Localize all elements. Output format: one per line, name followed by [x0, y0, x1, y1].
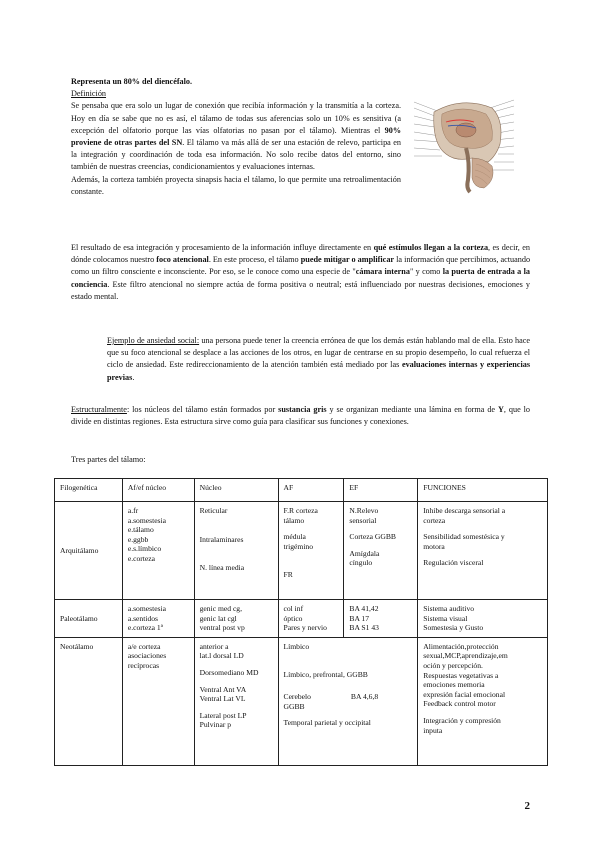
afef-cell: a.fr a.somestesia e.tálamo e.ggbb e.s.límbico e.corteza — [122, 502, 194, 600]
header-cell: FUNCIONES — [418, 479, 548, 502]
definition-heading: Definición — [71, 89, 107, 99]
ef-cell: N.Relevo sensorial Corteza GGBB Amígdala cíngulo — [344, 502, 418, 600]
af-cell: col inf óptico Pares y nervio — [278, 600, 344, 638]
summary-line: Representa un 80% del diencéfalo. — [71, 77, 193, 86]
row-label: Neotálamo — [55, 637, 123, 765]
header-cell: Af/ef núcleo — [122, 479, 194, 502]
ef-value: BA 4,6,8 — [350, 691, 379, 701]
structure-paragraph: Estructuralmente: los núcleos del tálamo están formados por sustancia gris y se organizan mediante una lámina en forma de Y, que lo divide en distintas regiones. Esta estructura sirve como guía para clasificar sus funciones y conexiones. — [71, 405, 531, 427]
func-cell: Inhibe descarga sensorial a corteza Sensibilidad somestésica y motora Regulación visceral — [418, 502, 548, 600]
afef-cell: a/e corteza asociaciones recíprocas — [122, 637, 194, 765]
intro-section — [71, 76, 401, 198]
nucleo-cell: genic med cg, genic lat cgl ventral post vp — [194, 600, 278, 638]
table-row — [55, 637, 548, 765]
nucleo-cell: Reticular Intralaminares N. línea media — [194, 502, 278, 600]
func-cell: Sistema auditivo Sistema visual Somestesia y Gusto — [418, 600, 548, 638]
header-cell: AF — [278, 479, 344, 502]
af-cell: F.R corteza tálamo médula trigémino FR — [278, 502, 344, 600]
brain-figure — [412, 92, 516, 196]
table-row — [55, 502, 548, 600]
header-cell: Filogenética — [55, 479, 123, 502]
header-cell: EF — [344, 479, 418, 502]
thalamus-table — [54, 478, 548, 766]
af-ef-cell: Límbico Límbico, prefrontal, GGBB Cerebelo BA 4,6,8 GGBB Temporal parietal y occipital — [278, 637, 418, 765]
three-parts-caption: Tres partes del tálamo: — [71, 455, 146, 464]
definition-paragraph-2: Además, la corteza también proyecta sinapsis hacia el tálamo, lo que permite una retroalimentación constante. — [71, 174, 401, 196]
definition-paragraph: Se pensaba que era solo un lugar de conexión que recibía información y la transmitía a la corteza. Hoy en día se sabe que no es así, el tálamo de todas sus aferencias solo un 10% es sensitiva (a excepción del olfatorio porque las vías olfatorias no pasan por el tálamo). Mientras el 90% proviene de otras partes del SN. El tálamo va más allá de ser una estación de relevo, participa en la integración y coordinación de toda esa información. No solo recibe datos del entorno, sino también de nuestras creencias, condicionamientos y evaluaciones internas. — [71, 101, 401, 172]
ef-cell: BA 41,42 BA 17 BA S1 43 — [344, 600, 418, 638]
brain-sagittal-illustration — [412, 92, 516, 196]
table-header-row — [55, 479, 548, 502]
page-number: 2 — [524, 799, 530, 812]
example-paragraph: Ejemplo de ansiedad social: una persona puede tener la creencia errónea de que los demás están hablando mal de ella. Esto hace que su foco atencional se desplace a las acciones de los otros, en lugar de centrarse en su propio desempeño, lo cual refuerza el ciclo de ansiedad. Este redireccionamiento de la atención también está mediado por las evaluaciones internas y experiencias previas. — [107, 336, 530, 382]
func-cell: Alimentación,protección sexual,MCP,aprendizaje,em oción y percepción. Respuestas vegetativas a emociones memoria expresión facial emocional Feedback control motor Integración y compresión inputa — [418, 637, 548, 765]
table-row — [55, 600, 548, 638]
row-label: Paleotálamo — [55, 600, 123, 638]
integration-paragraph: El resultado de esa integración y procesamiento de la información influye directamente en qué estímulos llegan a la corteza, es decir, en dónde colocamos nuestro foco atencional. En este proceso, el tálamo puede mitigar o amplificar la información que percibimos, actuando como un filtro consciente e inconsciente. Por eso, se le conoce como una especie de "cámara interna" y como la puerta de entrada a la conciencia. Este filtro atencional no siempre actúa de forma positiva o neutral; está influenciado por nuestras decisiones, emociones y estado mental. — [71, 243, 531, 301]
row-label: Arquitálamo — [55, 502, 123, 600]
afef-cell: a.somestesia a.sentidos e.corteza 1ª — [122, 600, 194, 638]
header-cell: Núcleo — [194, 479, 278, 502]
nucleo-cell: anterior a lat.l dorsal LD Dorsomediano MD Ventral Ant VA Ventral Lat VL Lateral post LP Pulvinar p — [194, 637, 278, 765]
